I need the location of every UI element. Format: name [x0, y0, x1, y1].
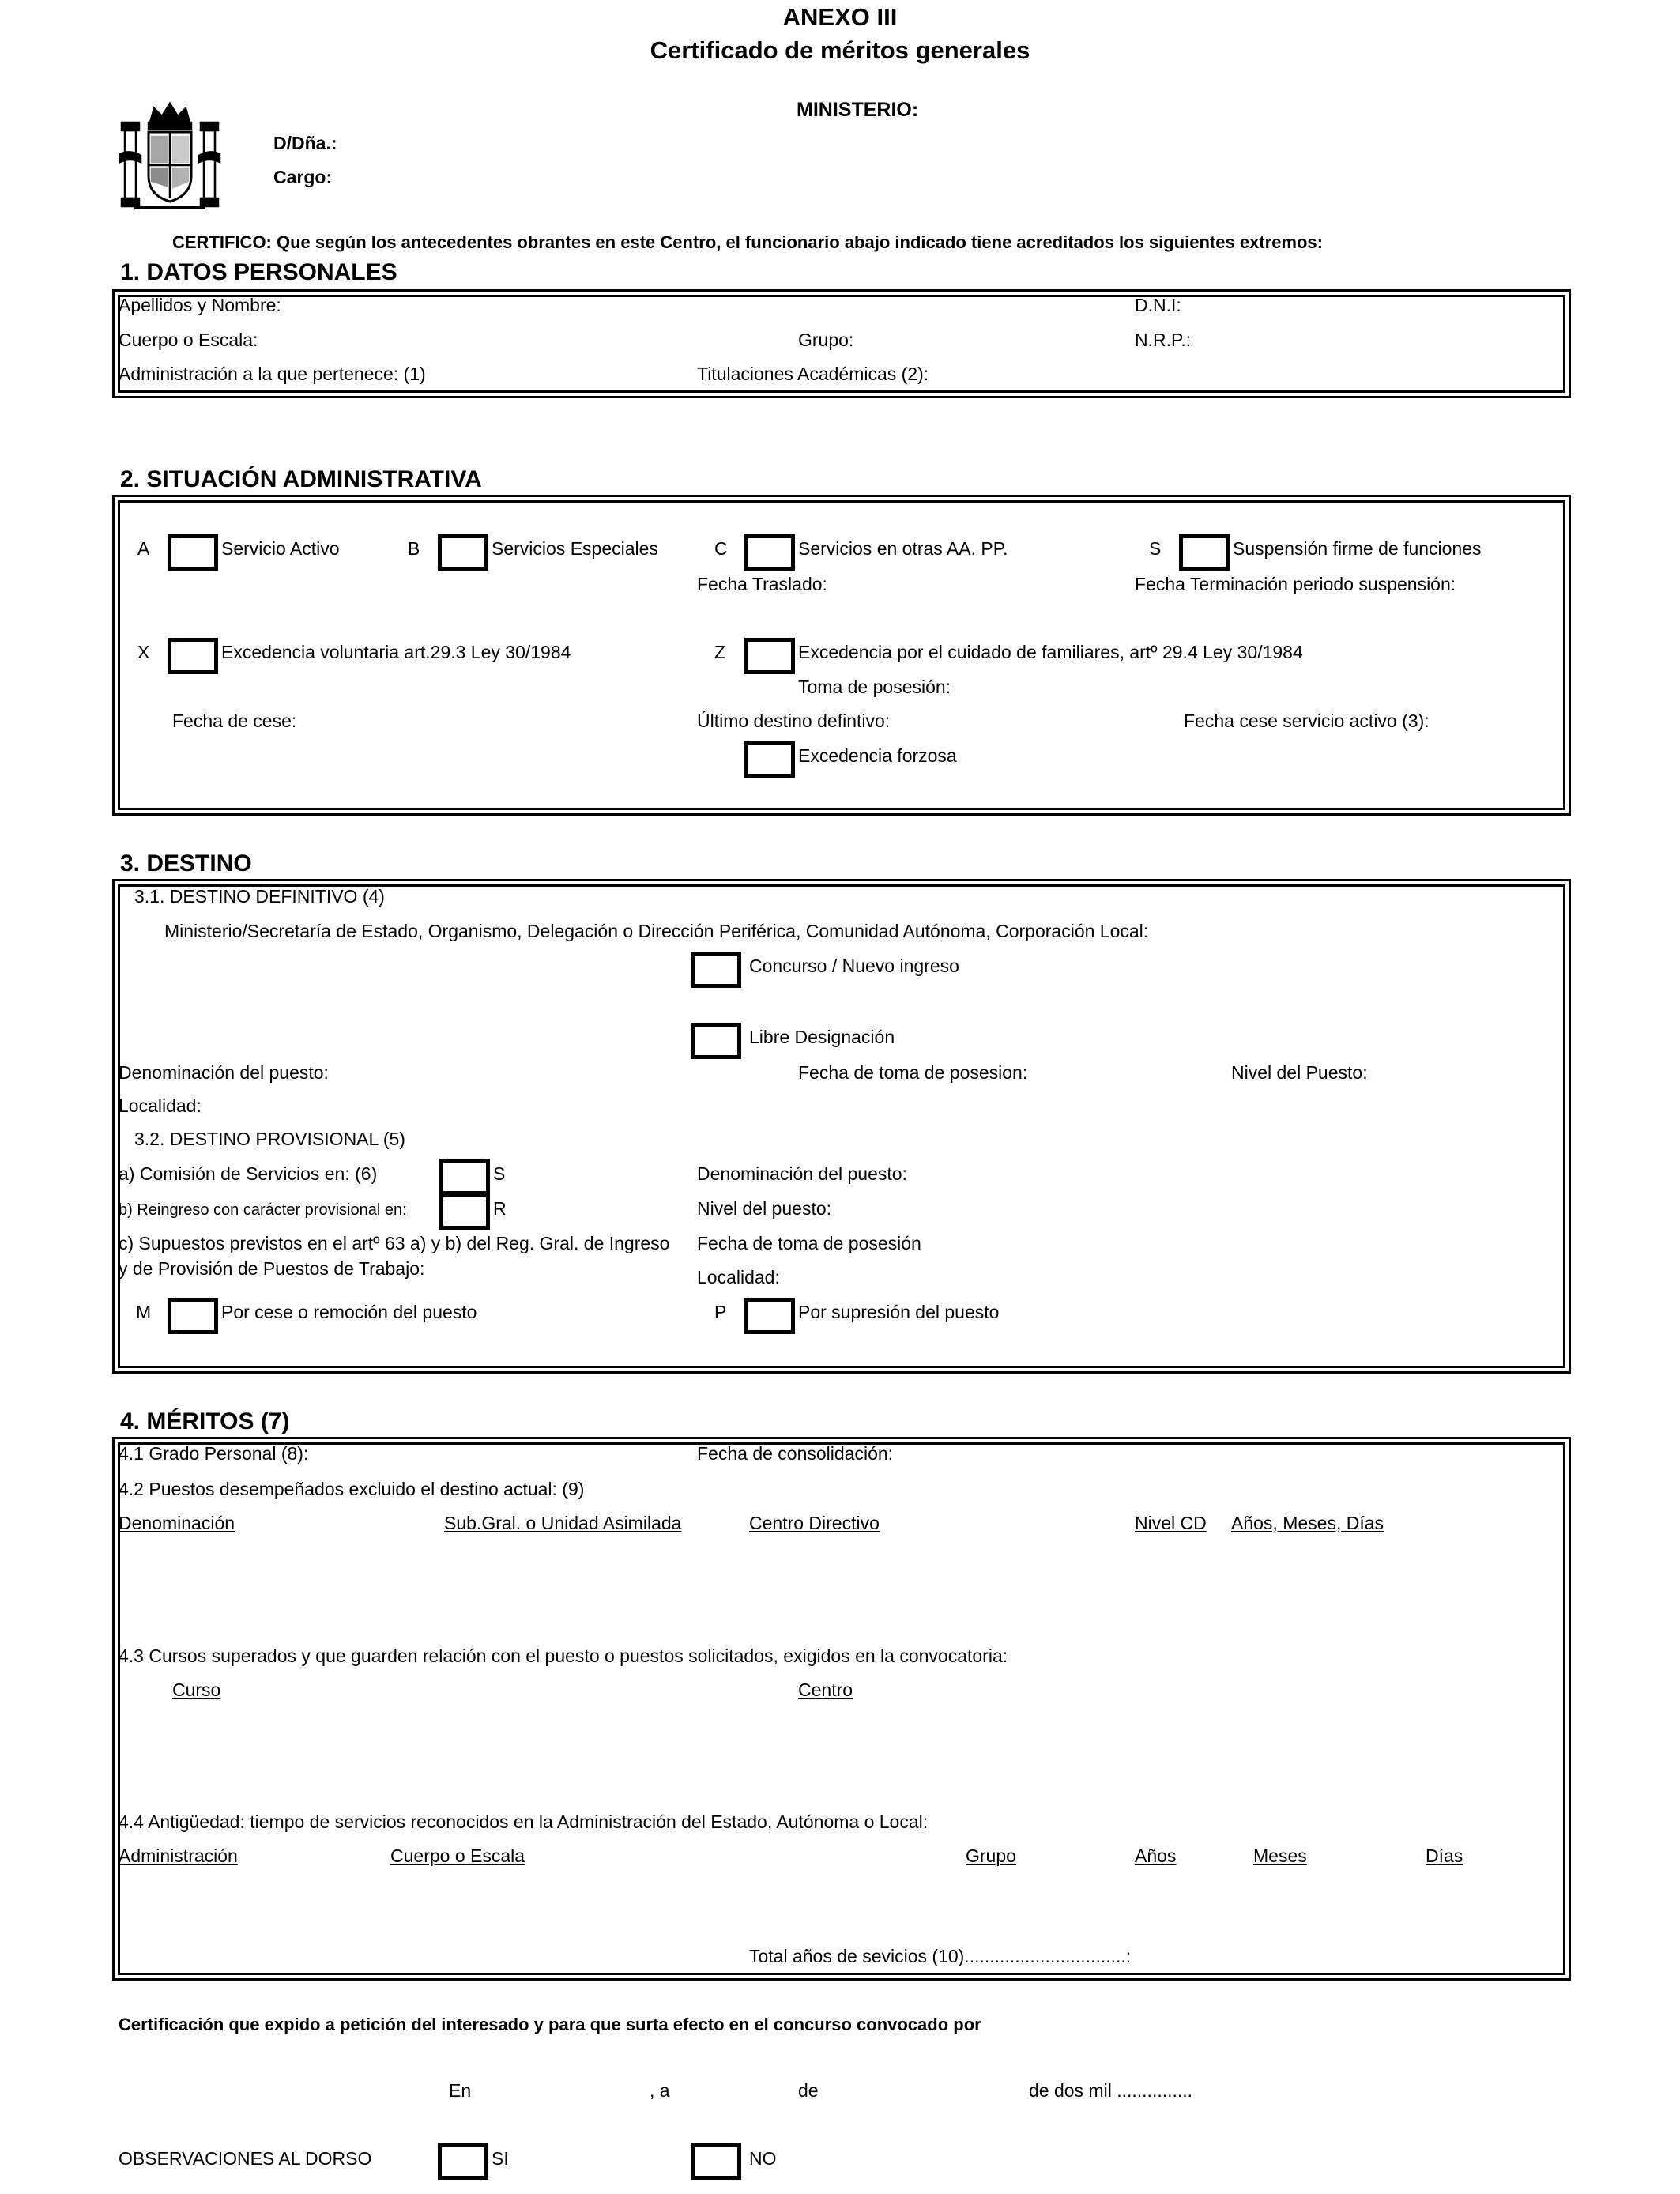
col-meses: Meses: [1253, 1845, 1307, 1866]
excedencia-voluntaria-label: Excedencia voluntaria art.29.3 Ley 30/1984: [221, 642, 571, 662]
servicios-otras-label: Servicios en otras AA. PP.: [798, 538, 1008, 559]
total-anios-label: Total años de sevicios (10)................................:: [749, 1946, 1132, 1966]
si-label: SI: [492, 2148, 509, 2169]
col-anios-meses-dias: Años, Meses, Días: [1231, 1513, 1384, 1533]
option-m-letter: M: [136, 1302, 152, 1322]
titulaciones-label: Titulaciones Académicas (2):: [697, 364, 929, 384]
destino-provisional-heading: 3.2. DESTINO PROVISIONAL (5): [134, 1129, 405, 1149]
nivel-puesto-provisional-label: Nivel del puesto:: [697, 1198, 832, 1219]
section-4-title: 4. MÉRITOS (7): [120, 1408, 290, 1434]
excedencia-familiares-label: Excedencia por el cuidado de familiares, artº 29.4 Ley 30/1984: [798, 642, 1303, 662]
coat-of-arms-icon: [119, 99, 221, 217]
checkbox-libre-designacion[interactable]: [691, 1023, 741, 1059]
option-s-letter: S: [1149, 538, 1162, 559]
option-x-letter: X: [137, 642, 150, 662]
option-a-letter: A: [137, 538, 150, 559]
antiguedad-label: 4.4 Antigüedad: tiempo de servicios reconocidos en la Administración del Estado, Autónoma o Local:: [119, 1811, 929, 1832]
col-cuerpo-escala: Cuerpo o Escala: [390, 1845, 525, 1866]
dni-label: D.N.I:: [1135, 295, 1181, 315]
col-anios: Años: [1135, 1845, 1177, 1866]
option-p-letter: P: [714, 1302, 727, 1322]
supuestos-line-1: c) Supuestos previstos en el artº 63 a) y b) del Reg. Gral. de Ingreso: [119, 1233, 670, 1253]
annex-title: ANEXO III: [782, 3, 898, 31]
a-label: , a: [650, 2080, 670, 2101]
fecha-traslado-label: Fecha Traslado:: [697, 574, 827, 594]
localidad-provisional-label: Localidad:: [697, 1267, 780, 1287]
option-b-letter: B: [408, 538, 420, 559]
grupo-label: Grupo:: [798, 330, 854, 350]
checkbox-servicios-especiales[interactable]: [438, 534, 488, 571]
nivel-puesto-label: Nivel del Puesto:: [1231, 1062, 1368, 1083]
reingreso-label: b) Reingreso con carácter provisional en:: [119, 1201, 407, 1219]
checkbox-concurso[interactable]: [691, 952, 741, 988]
checkbox-observaciones-si[interactable]: [438, 2143, 488, 2180]
col-centro-directivo: Centro Directivo: [749, 1513, 880, 1533]
checkbox-comision-s[interactable]: [439, 1159, 490, 1195]
no-label: NO: [749, 2148, 777, 2169]
administracion-label: Administración a la que pertenece: (1): [119, 364, 426, 384]
col-centro: Centro: [798, 1679, 853, 1700]
option-z-letter: Z: [714, 642, 726, 662]
certifico-text: CERTIFICO: Que según los antecedentes obrantes en este Centro, el funcionario abajo indicado tiene acreditados los siguientes extremos:: [172, 232, 1323, 252]
ministerio-organismo-label: Ministerio/Secretaría de Estado, Organismo, Delegación o Dirección Periférica, Comunidad Autónoma, Corporación Local:: [164, 921, 1149, 941]
fecha-toma-provisional-label: Fecha de toma de posesión: [697, 1233, 921, 1253]
supuestos-line-2: y de Provisión de Puestos de Trabajo:: [119, 1258, 425, 1279]
fecha-cese-activo-label: Fecha cese servicio activo (3):: [1184, 711, 1430, 731]
checkbox-excedencia-familiares[interactable]: [744, 638, 795, 674]
cursos-label: 4.3 Cursos superados y que guarden relación con el puesto o puestos solicitados, exigidos en la convocatoria:: [119, 1646, 1008, 1666]
col-dias: Días: [1426, 1845, 1463, 1866]
fecha-terminacion-label: Fecha Terminación periodo suspensión:: [1135, 574, 1456, 594]
cuerpo-label: Cuerpo o Escala:: [119, 330, 258, 350]
section-2-title: 2. SITUACIÓN ADMINISTRATIVA: [120, 466, 482, 492]
checkbox-supresion[interactable]: [744, 1298, 795, 1334]
checkbox-servicio-activo[interactable]: [168, 534, 218, 571]
nrp-label: N.R.P.:: [1135, 330, 1192, 350]
destino-definitivo-heading: 3.1. DESTINO DEFINITIVO (4): [134, 886, 385, 907]
comision-servicios-label: a) Comisión de Servicios en: (6): [119, 1163, 378, 1184]
servicios-especiales-label: Servicios Especiales: [492, 538, 658, 559]
checkbox-cese-remocion[interactable]: [168, 1298, 218, 1334]
fecha-toma-posesion-label: Fecha de toma de posesion:: [798, 1062, 1028, 1083]
suspension-label: Suspensión firme de funciones: [1233, 538, 1482, 559]
col-denominacion: Denominación: [119, 1513, 235, 1533]
toma-posesion-label: Toma de posesión:: [798, 677, 951, 697]
section-1-title: 1. DATOS PERSONALES: [120, 259, 397, 285]
en-label: En: [449, 2080, 472, 2101]
col-grupo: Grupo: [966, 1845, 1016, 1866]
apellidos-label: Apellidos y Nombre:: [119, 295, 281, 315]
checkbox-suspension[interactable]: [1179, 534, 1230, 571]
ddna-label: D/Dña.:: [273, 133, 337, 153]
fecha-consolidacion-label: Fecha de consolidación:: [697, 1443, 894, 1464]
libre-designacion-label: Libre Designación: [749, 1027, 895, 1047]
comision-s-mark: S: [493, 1163, 506, 1184]
observaciones-label: OBSERVACIONES AL DORSO: [119, 2148, 372, 2169]
concurso-label: Concurso / Nuevo ingreso: [749, 956, 959, 976]
checkbox-reingreso-r[interactable]: [439, 1193, 490, 1230]
checkbox-excedencia-forzosa[interactable]: [744, 741, 795, 778]
destino-box: [112, 879, 1571, 1374]
fecha-cese-label: Fecha de cese:: [172, 711, 297, 731]
denominacion-puesto-label: Denominación del puesto:: [119, 1062, 329, 1083]
option-c-letter: C: [714, 538, 728, 559]
certificacion-text: Certificación que expido a petición del interesado y para que surta efecto en el concurso convocado por: [119, 2015, 981, 2034]
checkbox-observaciones-no[interactable]: [691, 2143, 741, 2180]
cese-remocion-label: Por cese o remoción del puesto: [221, 1302, 477, 1322]
denominacion-puesto-provisional-label: Denominación del puesto:: [697, 1163, 907, 1184]
ultimo-destino-label: Último destino defintivo:: [697, 711, 891, 731]
reingreso-r-mark: R: [493, 1198, 507, 1219]
col-administracion: Administración: [119, 1845, 238, 1866]
grado-personal-label: 4.1 Grado Personal (8):: [119, 1443, 309, 1464]
section-3-title: 3. DESTINO: [120, 850, 252, 876]
col-nivel-cd: Nivel CD: [1135, 1513, 1207, 1533]
de-label: de: [798, 2080, 819, 2101]
checkbox-excedencia-voluntaria[interactable]: [168, 638, 218, 674]
ministerio-label: MINISTERIO:: [797, 99, 919, 121]
puestos-desempenados-label: 4.2 Puestos desempeñados excluido el destino actual: (9): [119, 1479, 585, 1499]
localidad-label: Localidad:: [119, 1095, 202, 1116]
dos-mil-label: de dos mil ...............: [1029, 2080, 1193, 2101]
cargo-label: Cargo:: [273, 167, 333, 187]
page-title: Certificado de méritos generales: [650, 36, 1030, 64]
col-curso: Curso: [172, 1679, 221, 1700]
supresion-label: Por supresión del puesto: [798, 1302, 1000, 1322]
servicio-activo-label: Servicio Activo: [221, 538, 340, 559]
col-subgral: Sub.Gral. o Unidad Asimilada: [444, 1513, 682, 1533]
excedencia-forzosa-label: Excedencia forzosa: [798, 745, 957, 766]
checkbox-servicios-otras[interactable]: [744, 534, 795, 571]
